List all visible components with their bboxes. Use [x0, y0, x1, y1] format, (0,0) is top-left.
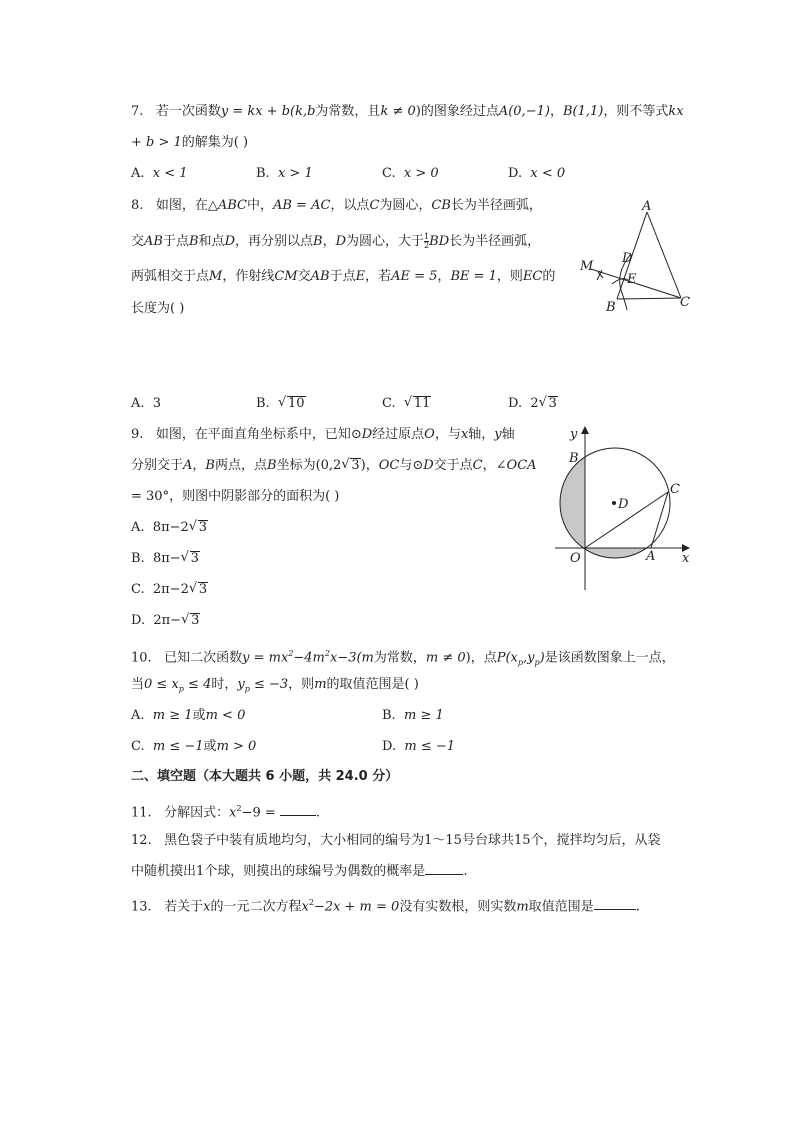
label-a: A: [646, 549, 656, 564]
q8-option-b: B. √ 10: [256, 394, 306, 414]
q10-option-b: B. m ≥ 1: [382, 708, 444, 723]
q9-option-a: A. 8π−2√ 3: [131, 518, 208, 538]
q12-line2: 中随机摸出1个球，则摸出的球编号为偶数的概率是 .: [131, 864, 468, 879]
q8-line2: 交AB于点B和点D，再分别以点B，D为圆心，大于 $\frac{1}{2}$ BD长为半径画弧，: [131, 232, 541, 250]
section-header-fill-blank: 二、填空题（本大题共 6 小题，共 24.0 分）: [131, 769, 399, 784]
q10-option-a: A. m ≥ 1或m < 0: [131, 708, 246, 723]
circle-coordinate-figure: [550, 420, 700, 590]
q8-option-d: D. 2√ 3: [508, 394, 558, 414]
label-e: E: [627, 272, 637, 287]
label-x: x: [682, 551, 690, 566]
q8-option-a: A. 3: [131, 396, 162, 411]
label-c: C: [670, 482, 680, 497]
label-d: D: [622, 251, 633, 266]
q8-line4: 长度为( ): [131, 301, 185, 316]
label-b: B: [606, 300, 616, 315]
q10-option-c: C. m ≤ −1或m > 0: [131, 739, 257, 754]
label-o: O: [570, 551, 581, 566]
label-d: D: [618, 497, 629, 512]
q7-option-c: C. x > 0: [382, 166, 439, 181]
q7-line2: + b > 1的解集为( ): [131, 135, 249, 150]
q7-option-a: A. x < 1: [131, 166, 188, 181]
answer-blank[interactable]: [594, 909, 636, 910]
label-m: M: [580, 259, 594, 274]
q9-line3: = 30°，则图中阴影部分的面积为( ): [131, 489, 340, 504]
q8-option-c: C. √ 11: [382, 394, 431, 414]
q7-line1: 7. 若一次函数y = kx + b(k,b为常数，且k ≠ 0)的图象经过点A(0,−1)，B(1,1)，则不等式kx: [131, 104, 684, 119]
q7-option-b: B. x > 1: [256, 166, 313, 181]
q10-line1: 10. 已知二次函数$y = mx^2-4m^2x-3(m$为常数，m ≠ 0)，点$P(x_p,y_p)$是该函数图象上一点，: [131, 649, 675, 667]
q10-option-d: D. m ≤ −1: [382, 739, 456, 754]
q10-line2: 当$0 \le x_p \le 4$时，$y_p \le -3$，则m的取值范围是( ): [131, 677, 419, 694]
q9-option-c: C. 2π−2√ 3: [131, 580, 208, 600]
q9-option-d: D. 2π−√ 3: [131, 611, 200, 631]
q9-line2: 分别交于A，B两点，点B坐标为(0,2√ 3)，OC与⊙D交于点C，∠OCA: [131, 456, 537, 476]
answer-blank[interactable]: [425, 874, 463, 875]
answer-blank[interactable]: [280, 815, 316, 816]
fraction-one-half: $\frac{1}{2}$: [424, 232, 430, 250]
q9-line1: 9. 如图，在平面直角坐标系中，已知⊙D经过原点O，与x轴，y轴: [131, 427, 515, 442]
label-c: C: [680, 295, 690, 310]
q13-line: 13. 若关于x的一元二次方程$x^2-2x + m = 0$没有实数根，则实数m取值范围是 .: [131, 898, 640, 915]
q8-line1: 8. 如图，在△ABC中，AB = AC，以点C为圆心，CB长为半径画弧，: [131, 198, 542, 213]
triangle-figure: [570, 198, 710, 318]
q7-option-d: D. x < 0: [508, 166, 566, 181]
q9-option-b: B. 8π−√ 3: [131, 549, 200, 569]
label-y: y: [570, 427, 578, 442]
label-a: A: [642, 199, 652, 214]
q8-line3: 两弧相交于点M，作射线CM交AB于点E，若AE = 5，BE = 1，则EC的: [131, 269, 556, 284]
q12-line1: 12. 黑色袋子中装有质地均匀，大小相同的编号为1～15号台球共15个，搅拌均匀后，从袋: [131, 833, 661, 848]
label-b: B: [569, 451, 579, 466]
q11-line: 11. 分解因式：$x^2-9$ = .: [131, 804, 321, 821]
